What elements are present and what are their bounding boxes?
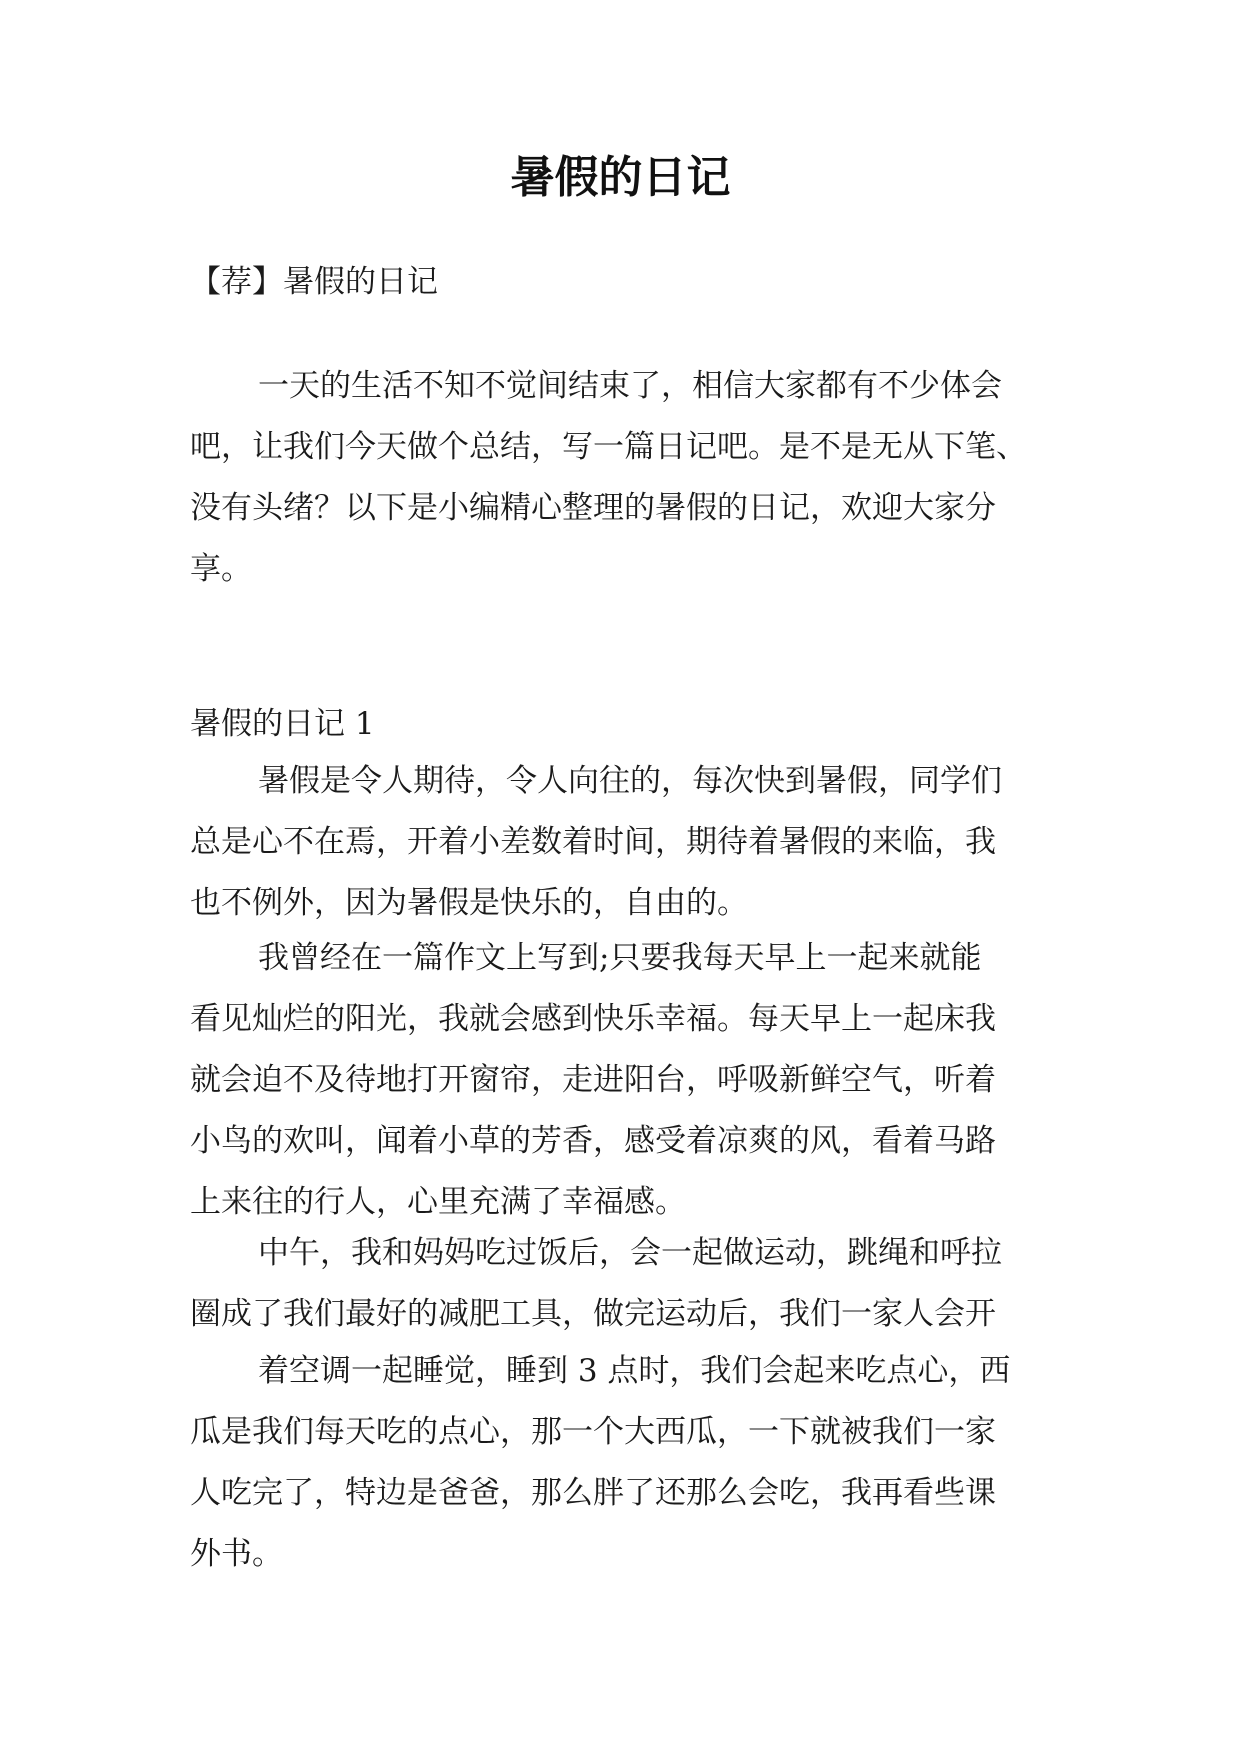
- paragraph-line: 中午，我和妈妈吃过饭后，会一起做运动，跳绳和呼拉: [258, 1235, 1002, 1271]
- paragraph-3: [190, 1223, 1050, 1345]
- paragraph-line: 瓜是我们每天吃的点心，那一个大西瓜，一下就被我们一家: [190, 1414, 996, 1450]
- intro-line: 没有头绪？以下是小编精心整理的暑假的日记，欢迎大家分: [190, 490, 996, 526]
- paragraph-line: 看见灿烂的阳光，我就会感到快乐幸福。每天早上一起床我: [190, 1001, 996, 1037]
- paragraph-4: [190, 1341, 1050, 1585]
- section-heading: [190, 694, 1050, 755]
- recommend-heading: [190, 252, 1050, 313]
- paragraph-2: [190, 928, 1050, 1233]
- paragraph-line: 上来往的行人，心里充满了幸福感。: [190, 1184, 686, 1220]
- paragraph-line: 也不例外，因为暑假是快乐的，自由的。: [190, 885, 748, 921]
- paragraph-line: 我曾经在一篇作文上写到;只要我每天早上一起来就能: [258, 940, 982, 976]
- recommend-heading-text: 【荐】暑假的日记: [190, 264, 438, 300]
- intro-paragraph: [190, 356, 1050, 600]
- document-title: 暑假的日记: [510, 152, 731, 203]
- paragraph-line: 小鸟的欢叫，闻着小草的芳香，感受着凉爽的风，看着马路: [190, 1123, 996, 1159]
- paragraph-line: 外书。: [190, 1536, 283, 1572]
- paragraph-1: [190, 751, 1050, 934]
- intro-line: 享。: [190, 551, 252, 587]
- paragraph-line: 着空调一起睡觉，睡到 3 点时，我们会起来吃点心，西: [258, 1353, 1011, 1389]
- paragraph-line: 人吃完了，特边是爸爸，那么胖了还那么会吃，我再看些课: [190, 1475, 996, 1511]
- paragraph-line: 总是心不在焉，开着小差数着时间，期待着暑假的来临，我: [190, 824, 996, 860]
- section-heading-text: 暑假的日记 1: [190, 706, 375, 742]
- intro-line: 一天的生活不知不觉间结束了，相信大家都有不少体会: [258, 368, 1002, 404]
- paragraph-line: 圈成了我们最好的减肥工具，做完运动后，我们一家人会开: [190, 1296, 996, 1332]
- paragraph-line: 就会迫不及待地打开窗帘，走进阳台，呼吸新鲜空气，听着: [190, 1062, 996, 1098]
- intro-line: 吧，让我们今天做个总结，写一篇日记吧。是不是无从下笔、: [190, 429, 1027, 465]
- paragraph-line: 暑假是令人期待，令人向往的，每次快到暑假，同学们: [258, 763, 1002, 799]
